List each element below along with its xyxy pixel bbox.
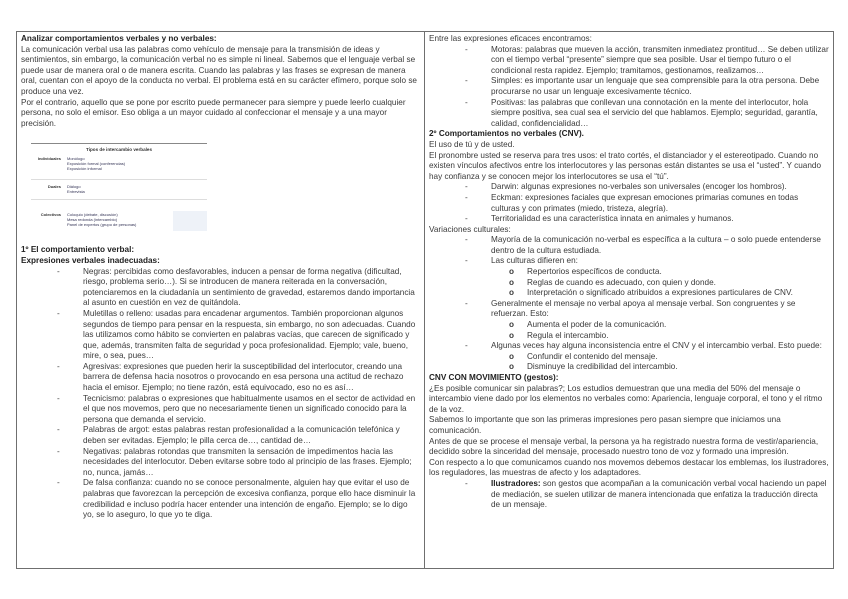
left-column [17, 32, 425, 568]
list-item: - Negras: percibidas como desfavorables, inducen a pensar de forma negativa (dificultad, riesgo, problema serio…). Si se introducen de manera reiterada en la conversación, potenciaremos en la ciudadanía un sentimiento de gravedad, estaremos dando importancia al asunto en cuestión en vez de quitándola. [21, 267, 420, 309]
paragraph: Por el contrario, aquello que se pone por escrito puede permanecer para siempre y puede leerlo cualquier persona, no solo el emisor. Eso obliga a un mayor cuidado al confeccionar el mensaje y a una mayor precisión. [21, 97, 406, 128]
list-item: - Eckman: expresiones faciales que expresan emociones primarias comunes en todas culturas y con primates (miedo, tristeza, alegría). [429, 193, 829, 214]
list-item: - Territorialidad es una característica innata en animales y humanos. [429, 214, 829, 225]
sub-list-item: o Reglas de cuando es adecuado, con quien y donde. [429, 278, 829, 289]
list-item: - Agresivas: expresiones que pueden herir la susceptibilidad del interlocutor, creando una barrera de defensa hacia nosotros o provocando en esa persona una actitud de rechazo hacia el emisor. Ejemplo; no tiene razón, está equivocado, eso no es así… [21, 362, 420, 394]
figure-row-value: Diálogo Entrevista [67, 184, 85, 194]
figure-title: Tipos de intercambio verbales [31, 143, 207, 153]
term-label: Ilustradores: [491, 478, 541, 488]
list-item: - Algunas veces hay alguna inconsistencia entre el CNV y el intercambio verbal. Esto puede: [429, 341, 829, 352]
paragraph: Con respecto a lo que comunicamos cuando nos movemos debemos destacar los emblemas, los ilustradores, los reguladores, las muestras de afecto y los adaptadores. [429, 457, 829, 478]
sub-list-item: o Disminuye la credibilidad del intercambio. [429, 362, 829, 373]
list-item: - Darwin: algunas expresiones no-verbales son universales (encoger los hombros). [429, 182, 829, 193]
list-item: - Negativas: palabras rotondas que transmiten la sensación de impedimentos hacia las necesidades del interlocutor. Deben evitarse sobre todo al principio de las frases. Ejemplo; no, nunca, jamás… [21, 447, 420, 479]
figure-row-label: Duales [47, 184, 61, 190]
sub-list-item: o Interpretación o significado atribuidos a expresiones particulares de CNV. [429, 288, 829, 299]
list-item: - Mayoría de la comunicación no-verbal es específica a la cultura – o solo puede entenderse dentro de la cultura estudiada. [429, 235, 829, 256]
sub-list-item: o Regula el intercambio. [429, 331, 829, 342]
list-item: - Las culturas difieren en: [429, 256, 829, 267]
paragraph: El uso de tú y de usted. [429, 139, 515, 149]
figure-row-label: Colectivos [40, 212, 61, 218]
paragraph: La comunicación verbal usa las palabras como vehículo de mensaje para la transmisión de ideas y sentimientos, sin embargo, la comunicación verbal no es simple ni lineal. Sabemos que el lenguaje verbal se puede usar de manera oral o de manera escrita. Cuando las palabras y las frases se expresan de manera oral, cuentan con el apoyo de la conducta no verbal. El problema está en su carácter efímero, porque solo se produce una vez. [21, 44, 417, 96]
section-heading: 1º El comportamiento verbal: [21, 245, 135, 255]
paragraph: Antes de que se procese el mensaje verbal, la persona ya ha registrado nuestra forma de vestir/apariencia, decidido sobre la sinceridad del mensaje, procesado nuestro tono de voz y formado una impresión. [429, 436, 819, 457]
list-item: - Tecnicismo: palabras o expresiones que habitualmente usamos en el sector de actividad en el que nos movemos, pero que no necesariamente tienen un significado conocido para la persona que demanda el servicio. [21, 394, 420, 426]
paragraph: ¿Es posible comunicar sin palabras?; Los estudios demuestran que una media del 50% del mensaje o intercambio viene dado por los elementos no verbales como: Apariencia, lenguaje corporal, el tono y el ritmo de la voz. [429, 383, 823, 414]
section-title: Analizar comportamientos verbales y no verbales: [21, 34, 217, 43]
figure-row-value: Monólogo Exposición formal (conferencias) Exposición informal [67, 156, 126, 171]
paragraph: Variaciones culturales: [429, 224, 511, 234]
list-item: - Generalmente el mensaje no verbal apoya al mensaje verbal. Son congruentes y se refuerzan. Esto: [429, 299, 829, 320]
list-item: - De falsa confianza: cuando no se conoce personalmente, alguien hay que evitar el uso de palabras que favorezcan la percepción de excesiva confianza, porque ello hace disminuir la credibilidad e incluso podría hacer entender una intención de engaño. Ejemplo; se lo digo yo, se lo aseguro, lo que yo te diga. [21, 478, 420, 520]
list-item [429, 479, 829, 511]
exchange-types-figure [31, 143, 207, 233]
list-item: - Motoras: palabras que mueven la acción, transmiten inmediatez prontitud… Se deben utilizar con el tiempo verbal “presente” siempre que sea posible. Usar el tiempo futuro o el condicional resta rapidez. Ejemplo; tramitamos, gestionamos, realizamos… [429, 45, 829, 77]
list-item: - Palabras de argot: estas palabras restan profesionalidad a la comunicación telefónica y deben ser evitadas. Ejemplo; le pilla cerca de…, cantidad de… [21, 425, 420, 446]
list-item: - Simples: es importante usar un lenguaje que sea comprensible para la otra persona. Debe procurarse no usar un lenguaje excesivamente técnico. [429, 76, 829, 97]
list-item: - Muletillas o relleno: usadas para encadenar argumentos. También proporcionan algunos segundos de tiempo para pensar en la respuesta, sin embargo, no son adecuadas. Cuando las utilizamos como hábito se convierten en palabras vacías, que carecen de significado y que, además, transmiten falta de seguridad y poca profesionalidad. Ejemplo; vale, bueno, mire, o sea, pues… [21, 309, 420, 362]
paragraph: Entre las expresiones eficaces encontramos: [429, 34, 592, 43]
term-definition: son gestos que acompañan a la comunicación verbal vocal haciendo un papel de mediación, se suelen utilizar de manera intencionada que enfatiza la traducción directa de un mensaje. [491, 478, 827, 510]
sub-list-item: o Aumenta el poder de la comunicación. [429, 320, 829, 331]
section-heading: CNV CON MOVIMIENTO (gestos): [429, 373, 559, 382]
sub-list-item: o Repertorios específicos de conducta. [429, 267, 829, 278]
document-page [16, 31, 834, 569]
section-heading: Expresiones verbales inadecuadas: [21, 255, 160, 265]
section-heading: 2º Comportamientos no verbales (CNV). [429, 129, 584, 139]
figure-row-value: Coloquio (debate, discusión) Mesa redonda (intercambio) Panel de expertos (grupo de personas) [67, 212, 137, 227]
paragraph: Sabemos lo importante que son las primeras impresiones pero pasan siempre que iniciamos una comunicación. [429, 415, 781, 435]
sub-list-item: o Confundir el contenido del mensaje. [429, 352, 829, 363]
paragraph: El pronombre usted se reserva para tres usos: el trato cortés, el distanciador y el estereotipado. Cuando no existen vínculos afectivos entre los interlocutores y las personas están distantes se usa el “usted”. Y cuando hay confianza y se conocen mejor los interlocutores se usa el “tú”. [429, 150, 822, 181]
figure-row-label: Individuales [37, 156, 61, 162]
right-column [425, 32, 833, 568]
list-item: - Positivas: las palabras que conllevan una connotación en la mente del interlocutor, hola siempre positiva, sea cual sea el servicio del que hablamos. Ejemplo; seguridad, garantía, calidad, confidencialidad… [429, 98, 829, 130]
